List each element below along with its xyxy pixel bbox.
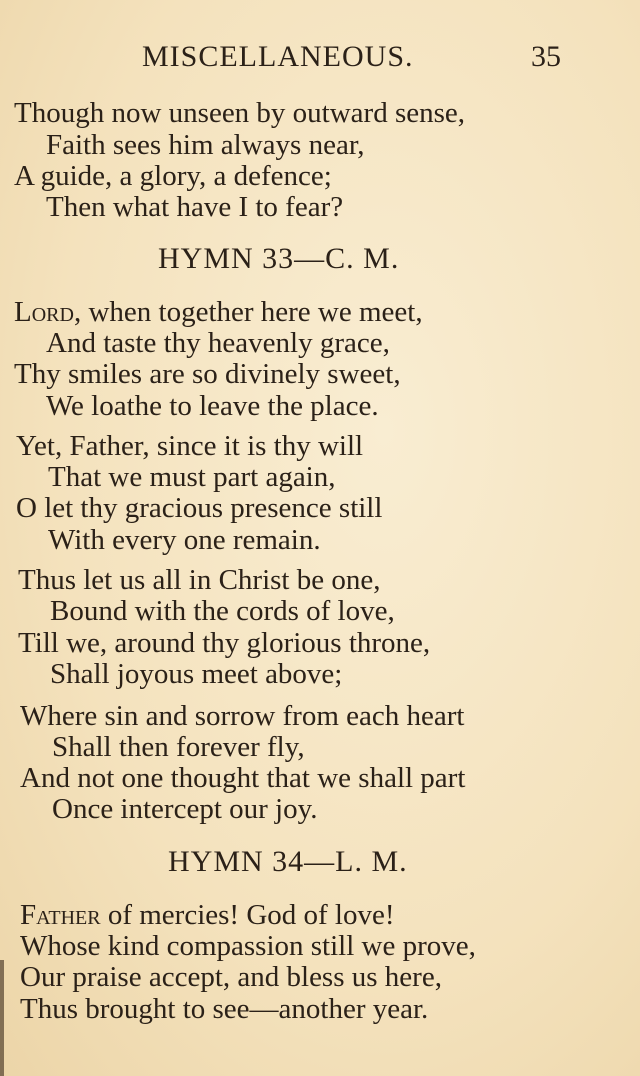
verse-line: And not one thought that we shall part [20,762,466,794]
hymn-34-title: HYMN 34—L. M. [168,845,408,878]
hymn-33-title: HYMN 33—C. M. [158,242,400,275]
first-word: Father [20,899,101,931]
verse-line: Once intercept our joy. [52,793,318,825]
verse-line: Though now unseen by outward sense, [14,97,466,129]
verse-line: A guide, a glory, a defence; [14,160,332,192]
page-number: 35 [531,40,561,73]
running-title: MISCELLANEOUS. [142,40,414,73]
verse-line [14,296,423,328]
verse-line: That we must part again, [48,461,336,493]
verse-line: Yet, Father, since it is thy will [16,430,364,462]
verse-line: Where sin and sorrow from each heart [20,700,465,732]
first-line-rest: when together here we meet, [81,296,423,328]
verse-line: Till we, around thy glorious throne, [18,627,431,659]
first-line-rest: of mercies! God of love! [100,899,395,931]
verse-line: Whose kind compassion still we prove, [20,930,476,962]
verse-line: Thus brought to see—another year. [20,993,429,1025]
verse-line: Faith sees him always near, [46,129,365,161]
verse-line: Shall then forever fly, [52,731,305,763]
verse-line: Thy smiles are so divinely sweet, [14,358,401,390]
first-word: Lord, [14,296,82,328]
verse-line: Thus let us all in Christ be one, [18,564,381,596]
verse-line: O let thy gracious presence still [16,492,383,524]
verse-line: And taste thy heavenly grace, [46,327,390,359]
verse-line: Bound with the cords of love, [50,595,395,627]
page-edge-shadow [0,960,4,1076]
verse-line [20,899,395,931]
verse-line: Our praise accept, and bless us here, [20,961,442,993]
verse-line: Then what have I to fear? [46,191,344,223]
page-header [0,40,640,80]
verse-line: Shall joyous meet above; [50,658,343,690]
verse-line: We loathe to leave the place. [46,390,379,422]
verse-line: With every one remain. [48,524,321,556]
